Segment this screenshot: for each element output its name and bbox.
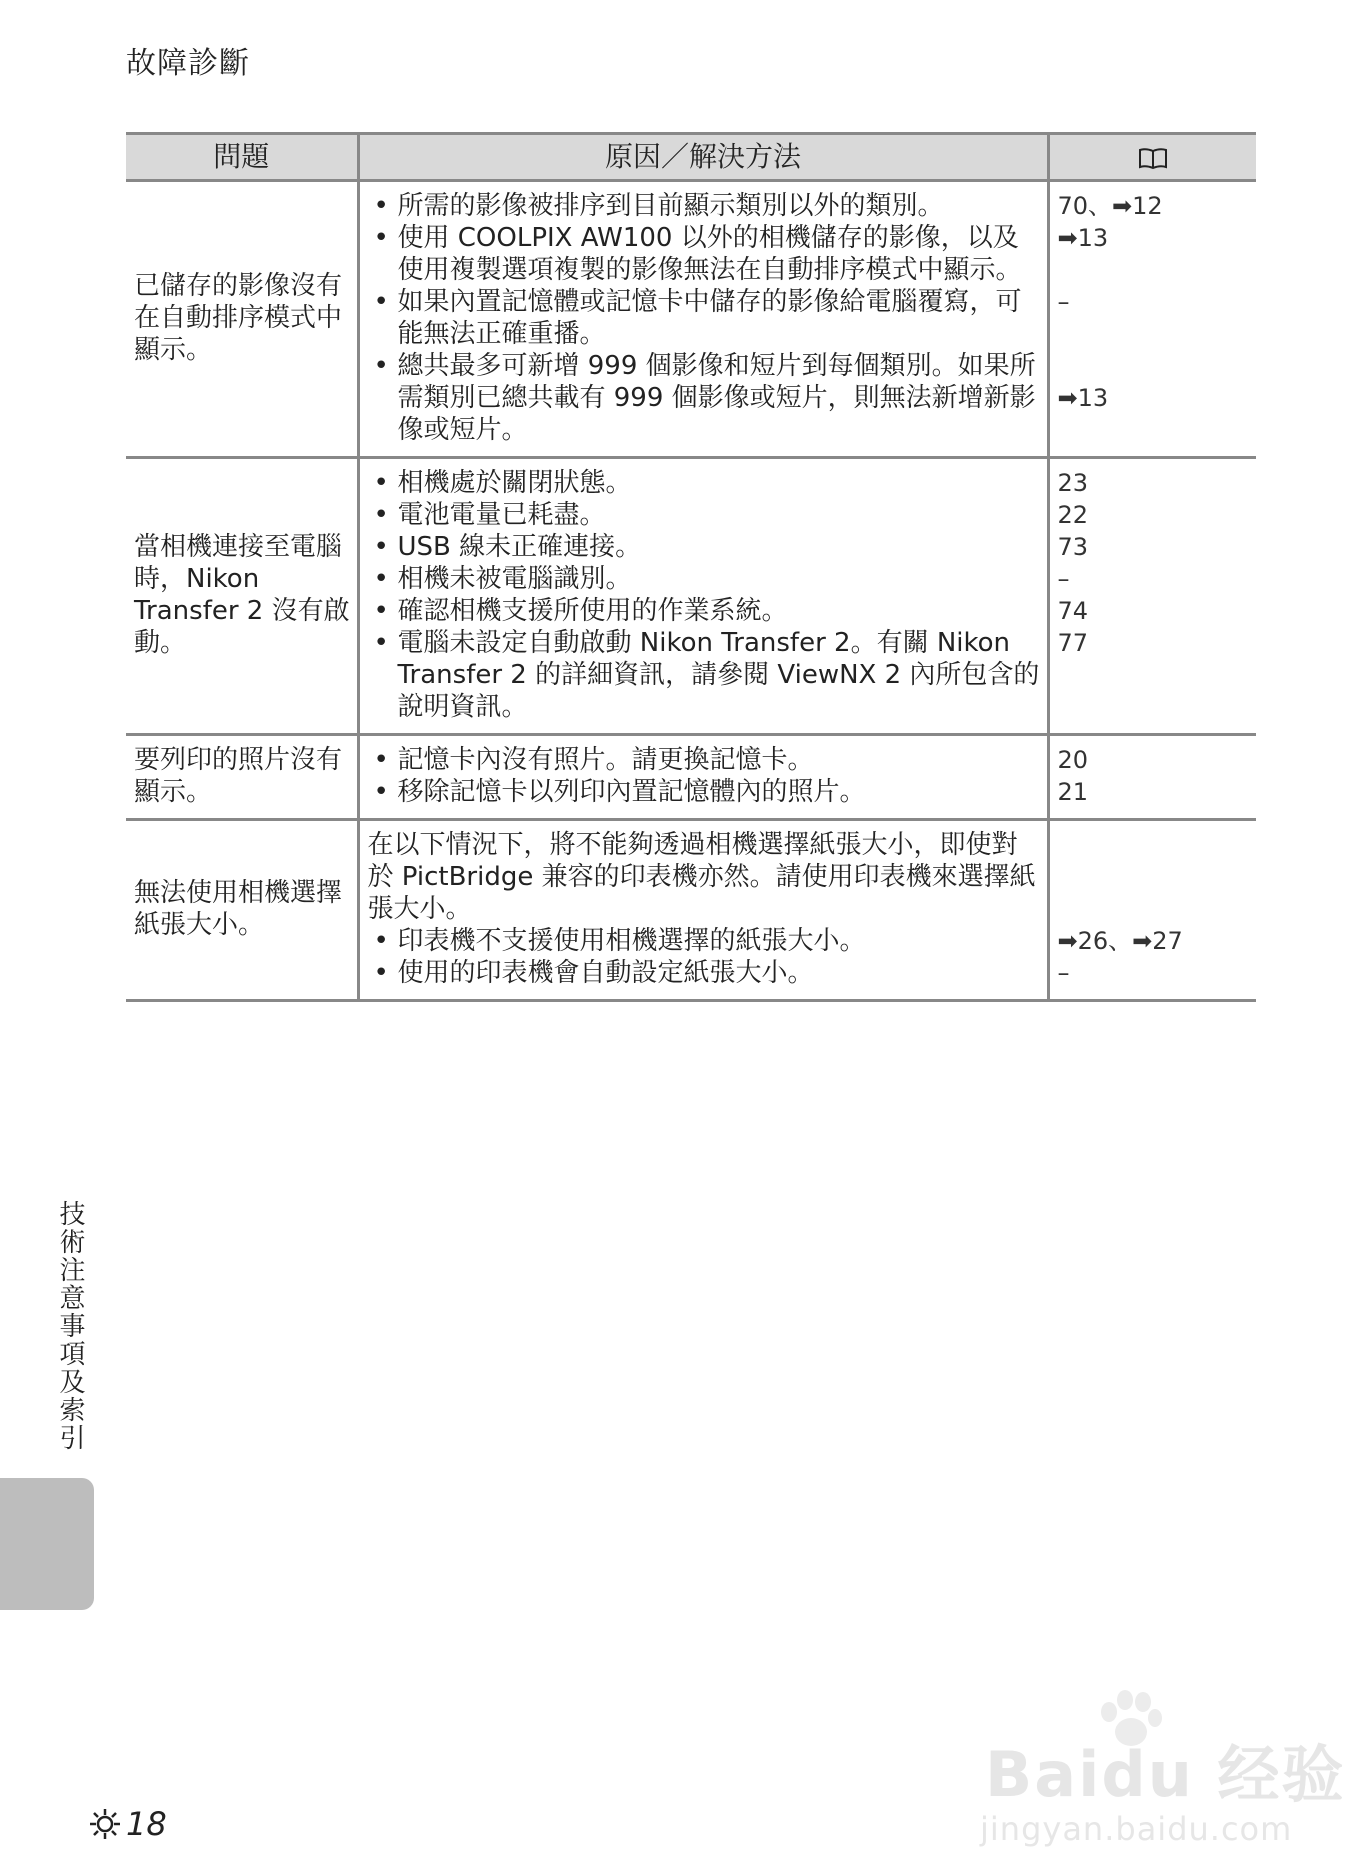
table-header-row [126,134,1256,181]
reference-line: 74 [1057,597,1089,625]
table-row [126,458,1256,735]
list-item: • 印表機不支援使用相機選擇的紙張大小。 [368,925,1041,957]
table-row [126,181,1256,458]
list-item: • 使用 COOLPIX AW100 以外的相機儲存的影像，以及使用複製選項複製的影像無法在自動排序模式中顯示。 [368,222,1041,286]
book-icon [1138,146,1168,170]
wrench-tools-icon [88,1807,122,1841]
reference-line: ➡26、➡27 [1057,927,1183,955]
header-problem: 問題 [126,134,358,181]
page-title: 故障診斷 [126,46,250,81]
section-side-label: 技術注意事項及索引 [55,1200,85,1452]
problem-cell: 當相機連接至電腦時，Nikon Transfer 2 沒有啟動。 [126,458,358,735]
watermark-url: jingyan.baidu.com [980,1810,1293,1848]
list-item: • 如果內置記憶體或記憶卡中儲存的影像給電腦覆寫，可能無法正確重播。 [368,286,1041,350]
problem-cell: 要列印的照片沒有顯示。 [126,735,358,820]
table-row [126,735,1256,820]
reference-line: ➡13 [1057,224,1109,252]
reference-cell [1048,735,1256,820]
cause-cell [358,735,1048,820]
list-item: • 記憶卡內沒有照片。請更換記憶卡。 [368,744,1041,776]
problem-cell: 無法使用相機選擇紙張大小。 [126,820,358,1001]
list-item: • USB 線未正確連接。 [368,531,1041,563]
list-item: • 使用的印表機會自動設定紙張大小。 [368,957,1041,989]
reference-line: – [1057,565,1070,593]
reference-line [1058,861,1251,893]
list-item: • 所需的影像被排序到目前顯示類別以外的類別。 [368,190,1041,222]
reference-line: 70、➡12 [1057,192,1163,220]
section-tab [0,1478,94,1610]
reference-cell [1048,458,1256,735]
reference-line: ➡13 [1057,384,1109,412]
problem-cell: 已儲存的影像沒有在自動排序模式中顯示。 [126,181,358,458]
troubleshooting-table [126,132,1256,1002]
reference-line: 21 [1057,778,1089,806]
header-reference [1048,134,1256,181]
cause-cell [358,820,1048,1001]
reference-line: 22 [1057,501,1089,529]
table-row [126,820,1256,1001]
watermark-brand: Baidu 经验 [985,1738,1346,1811]
cause-intro: 在以下情況下，將不能夠透過相機選擇紙張大小，即使對於 PictBridge 兼容的印表機亦然。請使用印表機來選擇紙張大小。 [367,830,1036,924]
reference-line: 73 [1057,533,1089,561]
reference-line: 23 [1057,469,1089,497]
reference-line: – [1057,288,1070,316]
page-number-text: 18 [126,1805,167,1843]
reference-line: 77 [1057,629,1089,657]
cause-cell [358,458,1048,735]
reference-cell [1048,181,1256,458]
reference-line [1058,254,1251,286]
list-item: • 確認相機支援所使用的作業系統。 [368,595,1041,627]
page-number [88,1805,167,1843]
list-item: • 移除記憶卡以列印內置記憶體內的照片。 [368,776,1041,808]
reference-line [1058,893,1251,925]
reference-cell [1048,820,1256,1001]
header-cause: 原因／解決方法 [358,134,1048,181]
list-item: • 電腦未設定自動啟動 Nikon Transfer 2。有關 Nikon Transfer 2 的詳細資訊，請參閱 ViewNX 2 內所包含的說明資訊。 [368,627,1041,723]
reference-line [1058,350,1251,382]
list-item: • 電池電量已耗盡。 [368,499,1041,531]
list-item: • 相機處於關閉狀態。 [368,467,1041,499]
reference-line: – [1057,959,1070,987]
reference-line [1058,829,1251,861]
cause-cell [358,181,1048,458]
list-item: • 總共最多可新增 999 個影像和短片到每個類別。如果所需類別已總共載有 999 個影像或短片，則無法新增新影像或短片。 [368,350,1041,446]
list-item: • 相機未被電腦識別。 [368,563,1041,595]
reference-line: 20 [1057,746,1089,774]
reference-line [1058,318,1251,350]
